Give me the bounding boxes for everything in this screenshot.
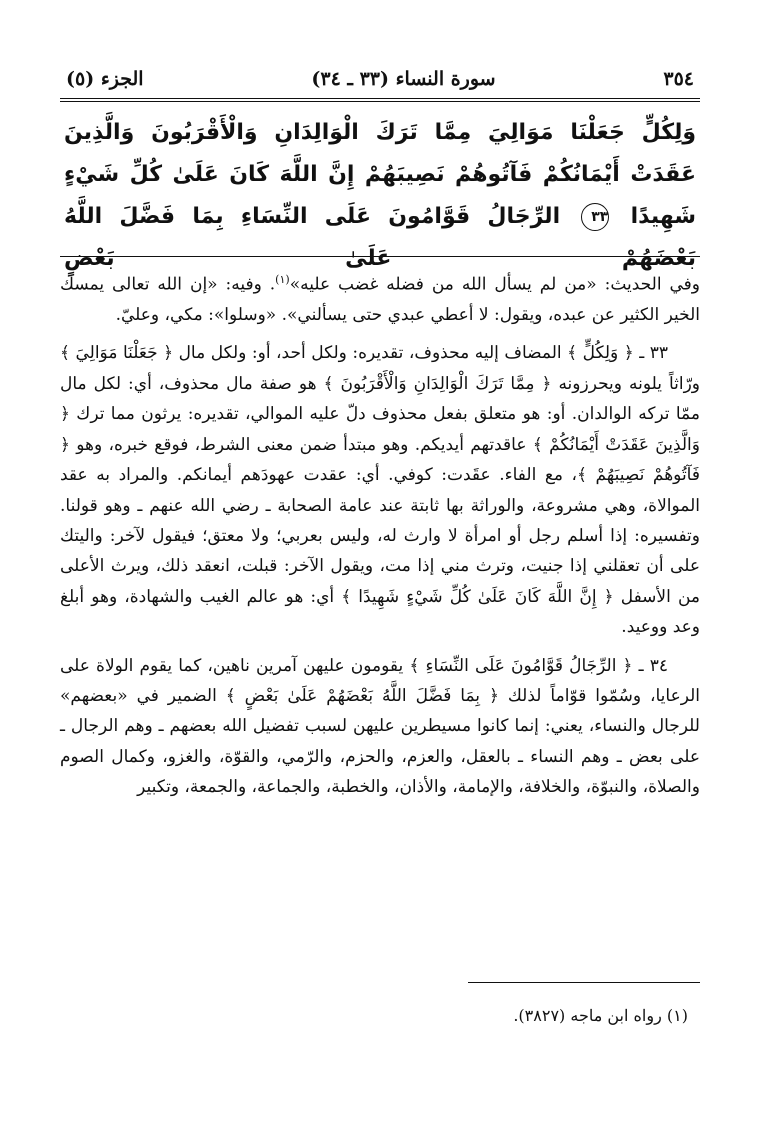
- book-page: [60, 64, 700, 1025]
- footnote-divider: [468, 982, 700, 983]
- commentary-paragraph-34: ٣٤ ـ ﴿ الرِّجَالُ قَوَّامُونَ عَلَى النِّسَاءِ ﴾ يقومون عليهن آمرين ناهين، كما يقوم الولاة على الرعايا، وسُمّوا قوّاماً لذلك ﴿ بِمَا فَضَّلَ اللَّهُ بَعْضَهُمْ عَلَىٰ بَعْضٍ ﴾ الضمير في «بعضهم» للرجال والنساء، يعني: إنما كانوا مسيطرين عليهن لسبب تفضيل الله بعضهم ـ وهم الرجال ـ على بعض ـ وهم النساء ـ بالعقل، والعزم، والحزم، والرّمي، والقوّة، والغزو، وكمال الصوم والصلاة، والنبوّة، والخلافة، والإمامة، والأذان، والخطبة، والجماعة، والجمعة، وتكبير: [60, 655, 700, 798]
- verse-34-text: الرِّجَالُ قَوَّامُونَ عَلَى النِّسَاءِ بِمَا فَضَّلَ اللَّهُ بَعْضَهُمْ عَلَىٰ بَعْضٍ: [64, 204, 696, 271]
- hadith-quote: وفي الحديث: «من لم يسأل الله من فضله غضب عليه»: [289, 274, 700, 295]
- commentary-text: [60, 257, 700, 803]
- verse-33-text: وَلِكُلٍّ جَعَلْنَا مَوَالِيَ مِمَّا تَرَكَ الْوَالِدَانِ وَالْأَقْرَبُونَ وَالَّذِينَ عَقَدَتْ أَيْمَانُكُمْ فَآتُوهُمْ نَصِيبَهُمْ إِنَّ اللَّهَ كَانَ عَلَىٰ كُلِّ شَيْءٍ شَهِيدًا: [64, 120, 696, 229]
- surah-title: سورة النساء (٣٣ ـ ٣٤): [311, 68, 496, 90]
- hadith-continuation: . وفيه: «إن الله تعالى يمسك الخير الكثير عن عبده، ويقول: لا أعطي عبدي حتى يسألني». «وسلوا»: مكي، وعليّ.: [60, 274, 700, 326]
- footnote-reference: (١): [275, 273, 290, 286]
- commentary-paragraph-intro: [60, 265, 700, 330]
- verse-33-number-marker: ٣٣: [581, 203, 609, 231]
- footnote: (١) رواه ابن ماجه (٣٨٢٧).: [513, 1006, 688, 1025]
- commentary-paragraph-33: ٣٣ ـ ﴿ وَلِكُلٍّ ﴾ المضاف إليه محذوف، تقديره: ولكل أحد، أو: ولكل مال ﴿ جَعَلْنَا مَوَالِيَ ﴾ ورّاثاً يلونه ويحرزونه ﴿ مِمَّا تَرَكَ الْوَالِدَانِ وَالْأَقْرَبُونَ ﴾ هو صفة مال محذوف، أي: لكل مال ممّا تركه الوالدان. أو: هو متعلق بفعل محذوف دلّ عليه الموالي، تقديره: يرثون مما ترك ﴿ وَالَّذِينَ عَقَدَتْ أَيْمَانُكُمْ ﴾ عاقدتهم أيديكم. وهو مبتدأ ضمن معنى الشرط، فوقع خبره، وهو ﴿ فَآتُوهُمْ نَصِيبَهُمْ ﴾، مع الفاء. عقَدت: كوفي. أي: عقدت عهودَهم أيمانكم. والمراد به عقد الموالاة، وهي مشروعة، والوراثة بها ثابتة عند عامة الصحابة ـ رضي الله عنهم ـ وهو قولنا. وتفسيره: إذا أسلم رجل أو امرأة لا وارث له، وليس بعربي؛ ولا معتق؛ فيقول لآخر: واليتك على أن تعقلني إذا جنيت، وترث مني إذا مت، ويقول الآخر: قبلت، انعقد ذلك، ويرث الأعلى من الأسفل ﴿ إِنَّ اللَّهَ كَانَ عَلَىٰ كُلِّ شَيْءٍ شَهِيدًا ﴾ أي: هو عالم الغيب والشهادة، وهو أبلغ وعد ووعيد.: [60, 343, 700, 638]
- juz-label: الجزء (٥): [66, 68, 144, 90]
- page-header: [60, 64, 700, 94]
- quran-text-block: [60, 102, 700, 271]
- page-number: ٣٥٤: [663, 68, 694, 90]
